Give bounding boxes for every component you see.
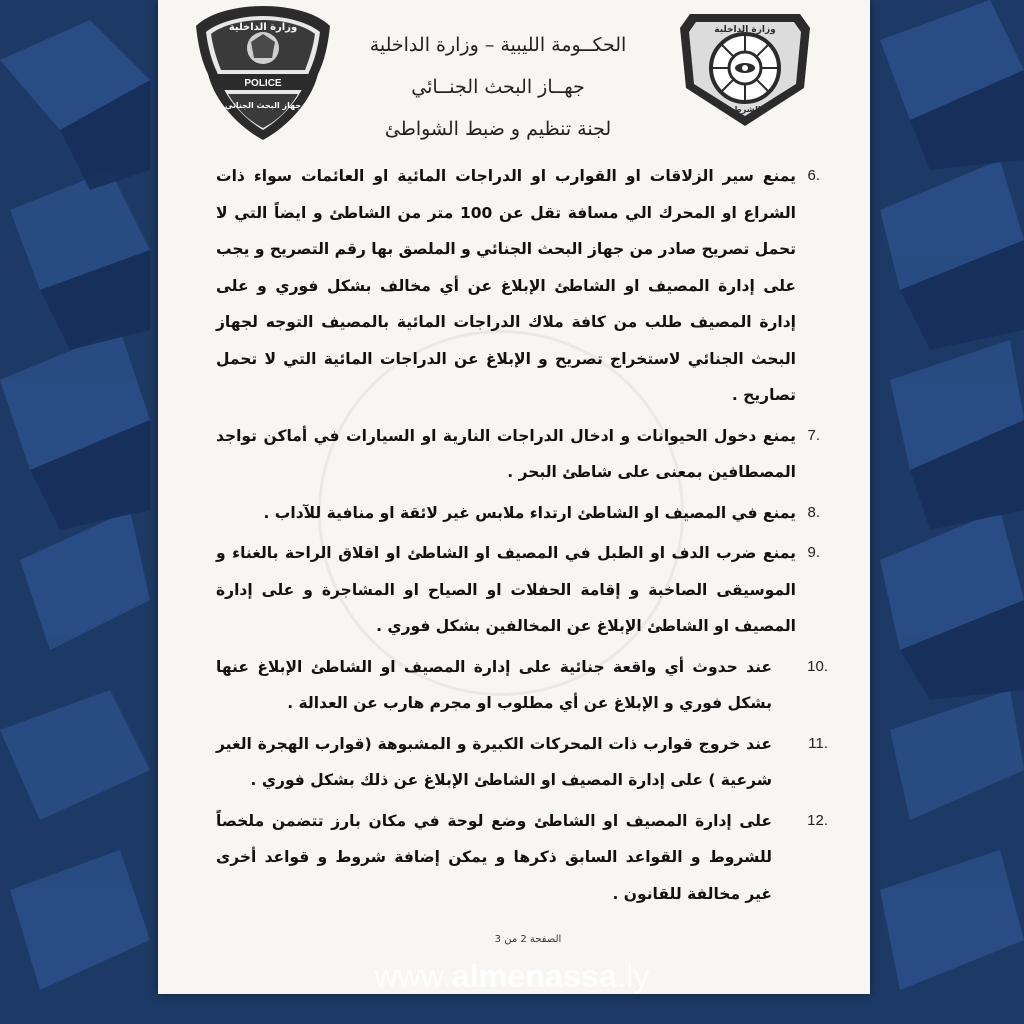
site-credit-suffix: .ly — [617, 958, 650, 994]
site-credit-prefix: www. — [374, 958, 452, 994]
list-item — [158, 726, 870, 799]
item-text: يمنع دخول الحيوانات و ادخال الدراجات النارية او السيارات في أماكن تواجد المصطافين بمعنى على شاطئ البحر . — [216, 426, 796, 481]
right-emblem-top-text: وزارة الداخلية — [714, 25, 776, 35]
list-item — [158, 803, 870, 913]
left-emblem-bottom-text: جهاز البحث الجنائي — [224, 101, 302, 110]
document-header — [328, 24, 668, 150]
ministry-seal-icon — [670, 8, 820, 130]
item-text: على إدارة المصيف او الشاطئ وضع لوحة في مكان بارز تتضمن ملخصاً للشروط و القواعد السابق ذكرها و يمكن إضافة شروط و قواعد أخرى غير مخالفة للقانون . — [216, 811, 772, 903]
regulations-list — [158, 158, 870, 916]
item-number: 12. — [807, 811, 828, 829]
item-text: يمنع ضرب الدف او الطبل في المصيف او الشاطئ او اقلاق الراحة بالغناء و الموسيقى الصاخبة و إقامة الحفلات او الصياح او المشاجرة و على إدارة المصيف او الشاطئ الإبلاغ عن المخالفين بشكل فوري . — [216, 544, 796, 635]
item-number: 7. — [807, 426, 820, 444]
item-number: 8. — [807, 503, 820, 521]
list-item — [158, 418, 870, 491]
left-emblem-top-text: وزارة الداخلية — [228, 22, 298, 33]
header-line-agency: جهــاز البحث الجنــائي — [411, 76, 585, 98]
police-badge-icon — [188, 2, 338, 144]
site-credit — [0, 958, 1024, 995]
item-text: يمنع سير الزلاقات او القوارب او الدراجات المائية او العائمات سواء ذات الشراع او المحرك الي مسافة تقل عن 100 متر من الشاطئ و ايضاً التي لا تحمل تصريح صادر من جهاز البحث الجنائي و الملصق بها رقم التصريح و يجب على إدارة المصيف او الشاطئ الإبلاغ عن أي مخالف بشكل فوري و على إدارة المصيف طلب من كافة ملاك الدراجات المائية بالمصيف التوجه لجهاز البحث الجنائي لاستخراج تصريح و الإبلاغ عن الدراجات المائية التي لا تحمل تصاريح . — [216, 167, 796, 404]
item-text: عند خروج قوارب ذات المحركات الكبيرة و المشبوهة (قوارب الهجرة الغير شرعية ) على إدارة المصيف او الشاطئ الإبلاغ عن ذلك بشكل فوري . — [216, 734, 772, 789]
document-page — [158, 0, 870, 994]
page-number: الصفحة 2 من 3 — [494, 934, 562, 945]
item-number: 11. — [808, 734, 828, 752]
item-number: 9. — [807, 544, 820, 561]
item-text: يمنع في المصيف او الشاطئ ارتداء ملابس غير لائقة او منافية للآداب . — [263, 503, 796, 522]
right-emblem-bottom-text: الشرطة — [729, 105, 761, 114]
list-item — [158, 649, 870, 722]
item-number: 10. — [807, 657, 828, 675]
header-line-government: الحكــومة الليبية – وزارة الداخلية — [369, 34, 627, 56]
site-credit-brand: almenassa — [451, 958, 618, 994]
header-line-committee: لجنة تنظيم و ضبط الشواطئ — [384, 118, 612, 140]
item-text: عند حدوث أي واقعة جنائية على إدارة المصيف او الشاطئ الإبلاغ عنها بشكل فوري و الإبلاغ عن أي مطلوب او مجرم هارب عن العدالة . — [216, 657, 772, 712]
list-item — [158, 158, 870, 414]
item-number: 6. — [807, 167, 820, 184]
left-emblem-band-text: POLICE — [244, 78, 282, 89]
list-item — [158, 495, 870, 532]
list-item — [158, 535, 870, 645]
